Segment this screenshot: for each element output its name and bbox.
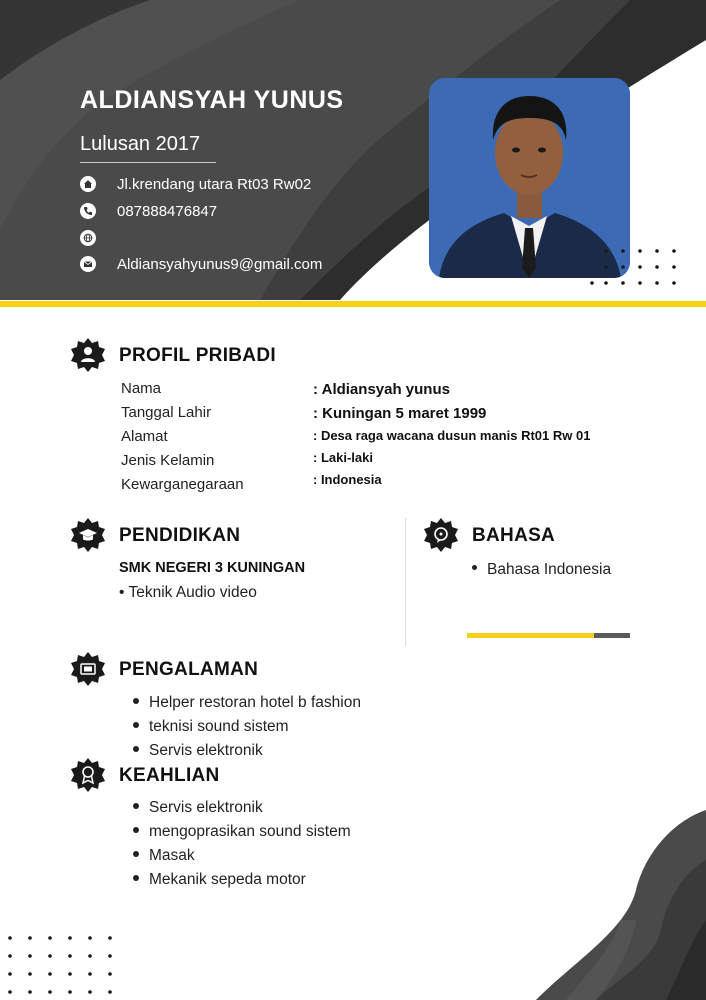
bullet-icon [133,875,139,881]
skills-section-title: KEAHLIAN [119,765,220,786]
profile-value: : Aldiansyah yunus [313,381,450,398]
experience-item-text: teknisi sound sistem [149,718,289,735]
experience-section-title: PENGALAMAN [119,659,259,680]
skill-item [133,871,306,889]
profile-value: : Laki-laki [313,450,373,465]
mail-icon [80,256,96,272]
education-major: • Teknik Audio video [119,584,257,601]
resume-subtitle: Lulusan 2017 [80,133,201,155]
experience-item-text: Helper restoran hotel b fashion [149,694,361,711]
education-section-title: PENDIDIKAN [119,525,241,546]
contact-phone [80,201,217,221]
profile-value: : Kuningan 5 maret 1999 [313,405,487,422]
skill-item-text: Mekanik sepeda motor [149,871,306,888]
bullet-icon [133,698,139,704]
language-item [472,561,611,579]
briefcase-icon [71,652,105,686]
decorative-dots-bottom [6,934,118,998]
bullet-icon [133,827,139,833]
column-divider [405,518,406,646]
home-icon [80,176,96,192]
language-item-text: Bahasa Indonesia [487,561,612,578]
resume-name: ALDIANSYAH YUNUS [80,86,344,114]
skill-item [133,799,263,817]
bottom-wave-decoration [446,800,706,1000]
profile-label: Alamat [121,428,168,445]
language-level-fill [467,633,594,638]
contact-email-text: Aldiansyahyunus9@gmail.com [117,255,323,273]
language-level-bar [467,633,630,638]
profile-value: : Desa raga wacana dusun manis Rt01 Rw 01 [313,428,591,443]
graduation-cap-icon [71,518,105,552]
contact-email [80,254,322,274]
contact-website [80,228,117,248]
profile-label: Kewarganegaraan [121,476,244,493]
language-icon [424,518,458,552]
contact-address [80,174,311,194]
profile-label: Nama [121,380,162,397]
bullet-icon [133,722,139,728]
skill-item [133,847,195,865]
profile-label: Tanggal Lahir [121,404,212,421]
bullet-icon [133,851,139,857]
subtitle-divider [80,162,216,163]
experience-item [133,742,263,760]
experience-item-text: Servis elektronik [149,742,263,759]
phone-icon [80,203,96,219]
profile-value: : Indonesia [313,472,382,487]
skill-item [133,823,351,841]
user-icon [71,338,105,372]
experience-item [133,718,289,736]
award-icon [71,758,105,792]
contact-address-text: Jl.krendang utara Rt03 Rw02 [117,175,312,193]
skill-item-text: mengoprasikan sound sistem [149,823,351,840]
profile-section-title: PROFIL PRIBADI [119,345,276,366]
contact-phone-text: 087888476847 [117,202,218,220]
skill-item-text: Servis elektronik [149,799,263,816]
decorative-dots [588,245,684,289]
bullet-icon [133,803,139,809]
bullet-icon [133,746,139,752]
bullet-icon [472,565,477,570]
profile-label: Jenis Kelamin [121,452,215,469]
globe-icon [80,230,96,246]
language-section-title: BAHASA [472,525,556,546]
experience-item [133,694,361,712]
education-school: SMK NEGERI 3 KUNINGAN [119,560,306,576]
accent-bar [0,301,706,307]
skill-item-text: Masak [149,847,195,864]
